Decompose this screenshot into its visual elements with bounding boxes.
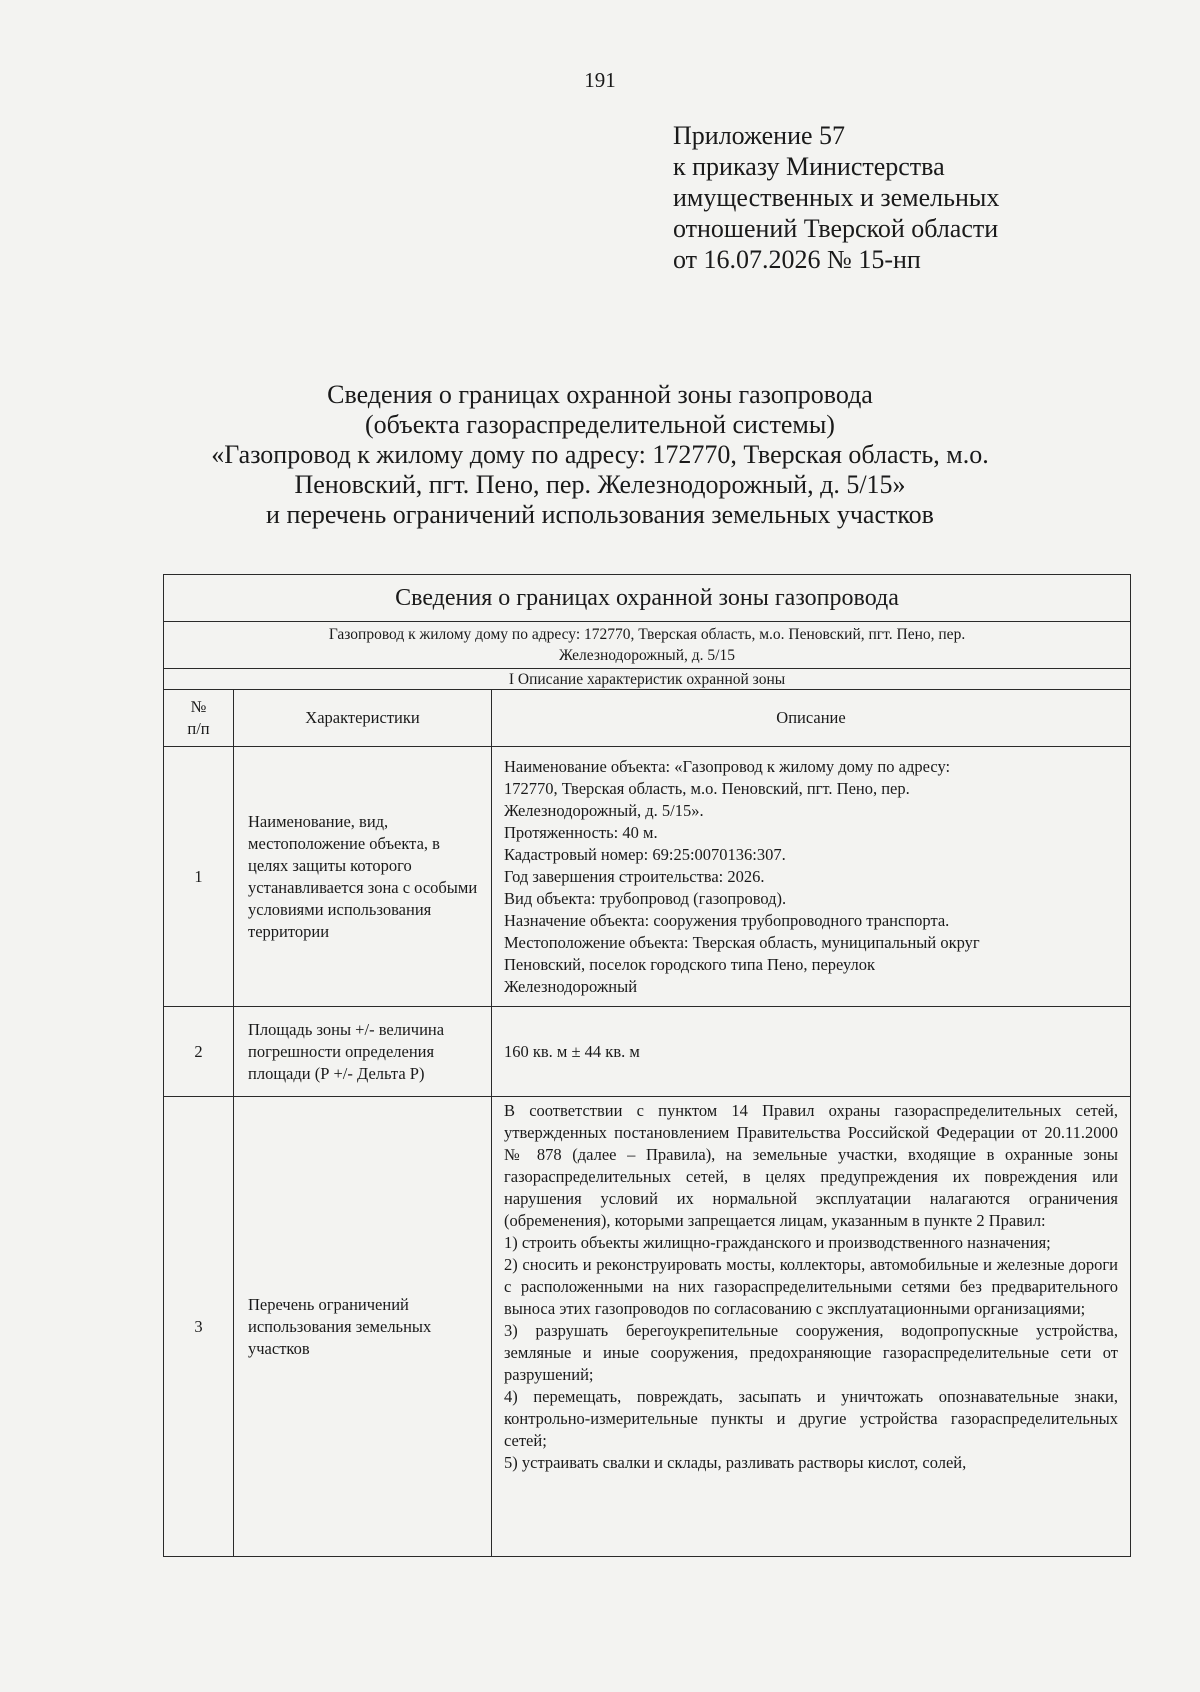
appendix-line: от 16.07.2026 № 15-нп	[673, 245, 921, 274]
description-line: Железнодорожный, д. 5/15».	[504, 800, 704, 820]
title-line: Сведения о границах охранной зоны газопровода	[327, 380, 873, 409]
restrictions-text	[504, 1100, 1118, 1552]
restriction-paragraph: 2) сносить и реконструировать мосты, коллекторы, автомобильные и железные дороги с расположенными на них газораспределительными сетями без предварительного выноса этих газопроводов по согласованию с эксплуатационными организациями;	[504, 1255, 1119, 1318]
row-characteristic: Наименование, вид, местоположение объекта, в целях защиты которого устанавливается зона с особыми условиями использования территории	[234, 747, 492, 1007]
title-line: Пеновский, пгт. Пено, пер. Железнодорожный, д. 5/15»	[294, 470, 906, 499]
description-line: Год завершения строительства: 2026.	[504, 866, 765, 886]
table-row	[164, 747, 1131, 1007]
title-line: (объекта газораспределительной системы)	[365, 410, 835, 439]
description-line: 172770, Тверская область, м.о. Пеновский, пгт. Пено, пер.	[504, 778, 910, 798]
table-section-title: I Описание характеристик охранной зоны	[164, 669, 1131, 690]
description-line: Протяженность: 40 м.	[504, 822, 658, 842]
row-description	[492, 747, 1131, 1007]
page-number: 191	[584, 68, 616, 92]
description-line: Местоположение объекта: Тверская область, муниципальный округ	[504, 932, 980, 952]
row-number: 3	[164, 1097, 234, 1557]
description-line: Вид объекта: трубопровод (газопровод).	[504, 888, 787, 908]
object-line: Газопровод к жилому дому по адресу: 172770, Тверская область, м.о. Пеновский, пгт. Пено, пер.	[328, 626, 966, 643]
appendix-line: Приложение 57	[673, 121, 846, 150]
description-line: Железнодорожный	[504, 976, 638, 996]
object-line: Железнодорожный, д. 5/15	[559, 647, 735, 664]
row-characteristic: Площадь зоны +/- величина погрешности определения площади (Р +/- Дельта Р)	[234, 1007, 492, 1097]
protection-zone-table	[163, 574, 1131, 1557]
description-line: Пеновский, поселок городского типа Пено, переулок	[504, 954, 875, 974]
column-header-num	[164, 690, 234, 747]
title-line: и перечень ограничений использования земельных участков	[266, 500, 934, 529]
title-line: «Газопровод к жилому дому по адресу: 172770, Тверская область, м.о.	[211, 440, 989, 469]
appendix-line: отношений Тверской области	[673, 214, 999, 243]
restriction-paragraph: 4) перемещать, повреждать, засыпать и уничтожать опознавательные знаки, контрольно-измерительные пункты и другие устройства газораспределительных сетей;	[504, 1387, 1119, 1450]
table-row	[164, 1097, 1131, 1557]
row-description	[492, 1097, 1131, 1557]
column-header-characteristics: Характеристики	[234, 690, 492, 747]
row-description: 160 кв. м ± 44 кв. м	[492, 1007, 1131, 1097]
column-header-description: Описание	[492, 690, 1131, 747]
appendix-line: имущественных и земельных	[673, 183, 1000, 212]
appendix-line: к приказу Министерства	[673, 152, 945, 181]
row-number: 2	[164, 1007, 234, 1097]
restriction-paragraph: В соответствии с пунктом 14 Правил охраны газораспределительных сетей, утвержденных постановлением Правительства Российской Федерации от 20.11.2000 № 878 (далее – Правила), на земельные участки, входящие в охранные зоны газораспределительных сетей, в целях предупреждения их повреждения или нарушения условий их нормальной эксплуатации налагаются ограничения (обременения), которыми запрещается лицам, указанным в пункте 2 Правил:	[504, 1101, 1119, 1230]
restriction-paragraph: 3) разрушать берегоукрепительные сооружения, водопропускные устройства, земляные и иные сооружения, предохраняющие газораспределительные сети от разрушений;	[504, 1321, 1119, 1384]
table-heading: Сведения о границах охранной зоны газопровода	[164, 575, 1131, 622]
table-object-name	[164, 622, 1131, 669]
row-characteristic: Перечень ограничений использования земельных участков	[234, 1097, 492, 1557]
appendix-block	[673, 120, 1133, 275]
restriction-paragraph: 1) строить объекты жилищно-гражданского и производственного назначения;	[504, 1233, 1051, 1252]
column-header-num-label: № п/п	[187, 697, 210, 738]
description-line: Назначение объекта: сооружения трубопроводного транспорта.	[504, 910, 950, 930]
table-row	[164, 1007, 1131, 1097]
document-title	[100, 380, 1100, 530]
row-number: 1	[164, 747, 234, 1007]
restriction-paragraph: 5) устраивать свалки и склады, разливать растворы кислот, солей,	[504, 1453, 967, 1472]
description-line: Наименование объекта: «Газопровод к жилому дому по адресу:	[504, 756, 951, 776]
description-line: Кадастровый номер: 69:25:0070136:307.	[504, 844, 786, 864]
